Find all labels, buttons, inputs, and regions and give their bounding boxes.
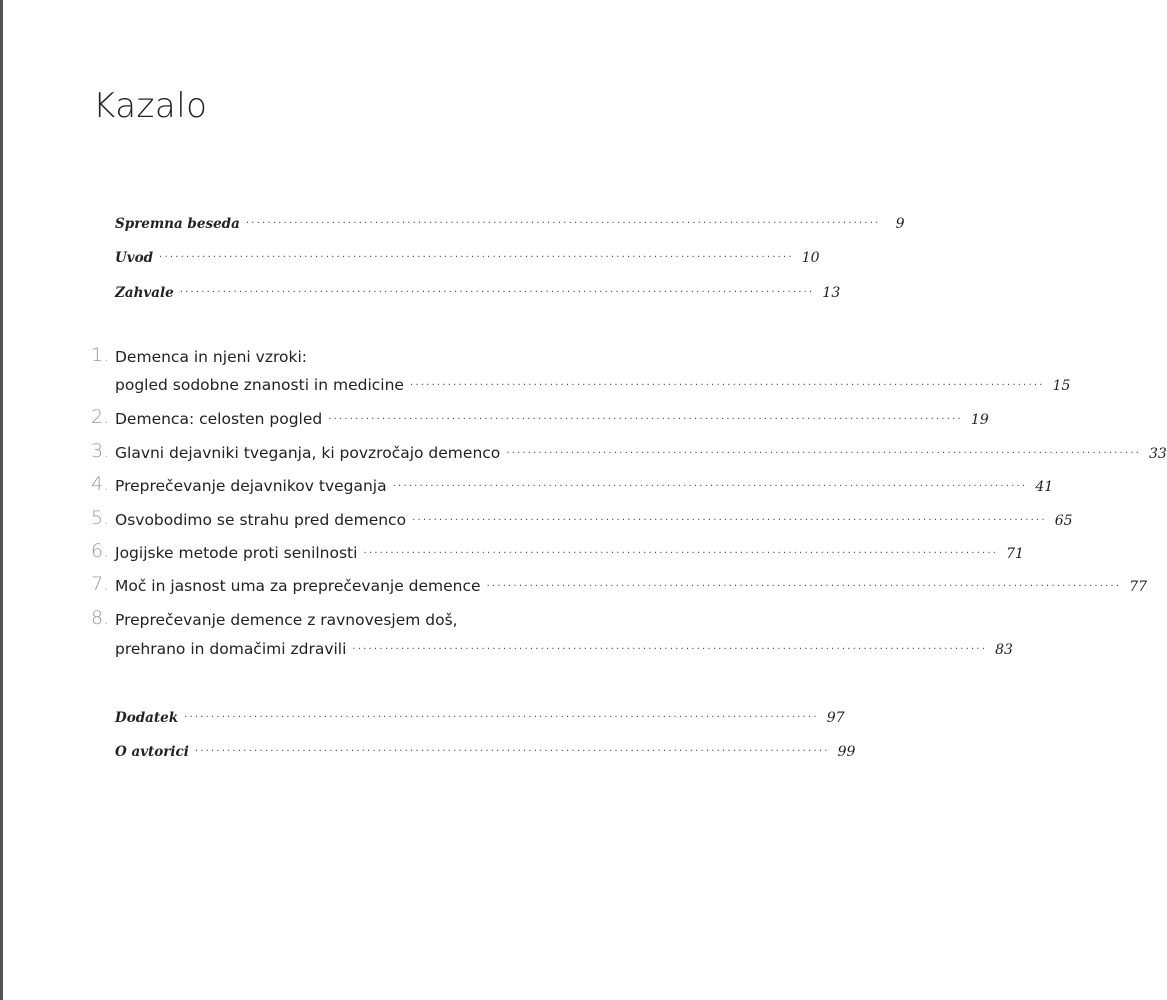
dot-leader: ...................................................................................................................... xyxy=(486,578,1122,589)
toc-entry-introduction[interactable] xyxy=(115,242,820,266)
toc-entry-label: Spremna beseda xyxy=(115,216,240,232)
toc-entry-label: pogled sodobne znanosti in medicine xyxy=(115,376,404,394)
toc-entry-label: Osvobodimo se strahu pred demenco xyxy=(115,511,407,529)
toc-page-number: 71 xyxy=(1006,546,1024,562)
toc-entry-label: Preprečevanje dejavnikov tveganja xyxy=(115,477,387,495)
chapter-number: 4. xyxy=(91,473,110,495)
toc-page-number: 65 xyxy=(1054,513,1073,529)
chapter-number: 6. xyxy=(91,540,110,562)
toc-page-number: 97 xyxy=(826,710,845,726)
chapter-number: 7. xyxy=(91,573,110,595)
toc-entry-chapter-4[interactable] xyxy=(115,471,1054,495)
dot-leader: ...................................................................................................................... xyxy=(179,284,815,295)
toc-entry-chapter-8[interactable] xyxy=(115,634,1013,658)
toc-page-number: 15 xyxy=(1052,378,1071,394)
dot-leader: ...................................................................................................................... xyxy=(194,743,830,754)
toc-entry-chapter-7[interactable] xyxy=(115,571,1148,595)
page-title: Kazalo xyxy=(93,86,208,126)
chapter-number: 5. xyxy=(91,507,110,529)
dot-leader: ...................................................................................................................... xyxy=(159,249,794,260)
toc-entry-label: Jogijske metode proti senilnosti xyxy=(115,544,358,562)
dot-leader: ...................................................................................................................... xyxy=(506,445,1141,456)
toc-entry-label: Moč in jasnost uma za preprečevanje demence xyxy=(115,577,481,595)
chapter-title-line[interactable]: Preprečevanje demence z ravnovesjem doš, xyxy=(115,611,458,629)
toc-entry-about-author[interactable] xyxy=(115,736,856,760)
toc-page-number: 41 xyxy=(1035,479,1054,495)
toc-page-number: 33 xyxy=(1148,446,1167,462)
chapter-number: 2. xyxy=(91,406,110,428)
dot-leader: ...................................................................................................................... xyxy=(409,377,1045,388)
toc-entry-chapter-1[interactable] xyxy=(115,370,1071,394)
dot-leader: ...................................................................................................................... xyxy=(184,709,819,720)
toc-page-number: 19 xyxy=(970,412,989,428)
dot-leader: ...................................................................................................................... xyxy=(392,478,1028,489)
dot-leader: ...................................................................................................................... xyxy=(245,215,881,226)
toc-page-number: 10 xyxy=(801,250,820,266)
dot-leader: ...................................................................................................................... xyxy=(328,411,963,422)
toc-page-number: 99 xyxy=(837,744,856,760)
dot-leader: ...................................................................................................................... xyxy=(412,512,1047,523)
toc-entry-chapter-5[interactable] xyxy=(115,505,1073,529)
toc-entry-label: Zahvale xyxy=(115,285,174,301)
toc-page-number: 83 xyxy=(995,642,1013,658)
toc-entry-label: Glavni dejavniki tveganja, ki povzročajo demenco xyxy=(115,444,501,462)
toc-entry-label: O avtorici xyxy=(115,744,189,760)
dot-leader: ...................................................................................................................... xyxy=(352,641,988,652)
toc-page-number: 77 xyxy=(1129,579,1148,595)
chapter-number: 8. xyxy=(91,607,110,629)
toc-page-number: 13 xyxy=(822,285,841,301)
toc-entry-label: Uvod xyxy=(115,250,154,266)
toc-entry-acknowledgements[interactable] xyxy=(115,277,841,301)
toc-entry-chapter-3[interactable] xyxy=(115,438,1167,462)
toc-entry-label: Demenca: celosten pogled xyxy=(115,410,323,428)
toc-entry-label: prehrano in domačimi zdravili xyxy=(115,640,347,658)
toc-entry-chapter-6[interactable] xyxy=(115,538,1024,562)
chapter-title-line[interactable]: Demenca in njeni vzroki: xyxy=(115,348,307,366)
chapter-number: 3. xyxy=(91,440,110,462)
toc-entry-appendix[interactable] xyxy=(115,702,845,726)
chapter-number: 1. xyxy=(91,344,110,366)
toc-entry-label: Dodatek xyxy=(115,710,179,726)
toc-entry-foreword[interactable] xyxy=(115,208,905,232)
toc-entry-chapter-2[interactable] xyxy=(115,404,989,428)
dot-leader: ...................................................................................................................... xyxy=(363,545,999,556)
toc-page-number: 9 xyxy=(895,216,905,232)
